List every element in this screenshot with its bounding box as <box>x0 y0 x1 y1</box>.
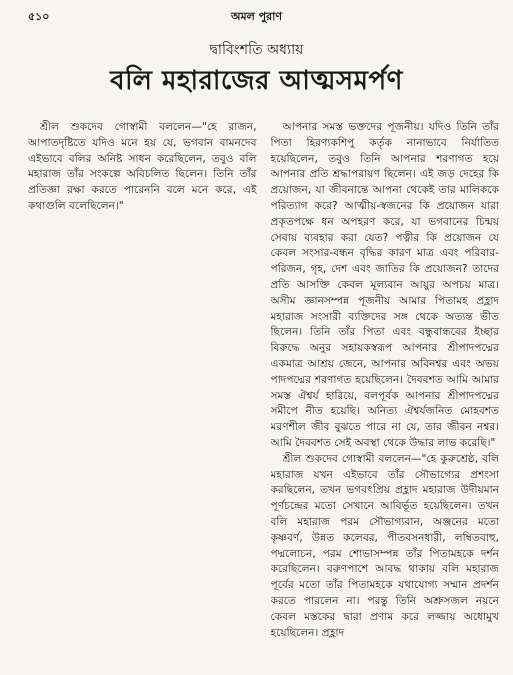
text-columns <box>28 120 499 665</box>
running-head: অমল পুরাণ <box>230 10 283 23</box>
page-header <box>0 8 513 26</box>
paragraph: আপনার সমস্ত ভক্তদের পূজনীয়। যদিও তিনি তাঁর পিতা হিরণ্যকশিপু কর্তৃক নানাভাবে নির্যাতিত হয়েছিলেন, তবুও তিনি আপনার শরণাগত হয়ে আপনার প্রতি শ্রদ্ধাপরায়ণ ছিলেন। এই জড় দেহের কি প্রয়োজন, যা জীবনান্তে আপনা থেকেই তার মালিককে পরিত্যাগ করে? আত্মীয়-স্বজনের কি প্রয়োজন যারা প্রকৃতপক্ষে ধন অপহরণ করে, যা ভগবানের চিন্ময় সেবায় ব্যবহার করা যেত? পত্নীর কি প্রয়োজন যে কেবল সংসার-বন্ধন বৃদ্ধির কারণ মাত্র এবং পরিবার-পরিজন, গৃহ, দেশ এবং জাতির কি প্রয়োজন? তাদের প্রতি আসক্তি কেবল মূল্যবান আয়ুর অপচয় মাত্র। অসীম জ্ঞানসম্পন্ন পূজনীয় আমার পিতামহ প্রহ্লাদ মহারাজ সংসারী ব্যক্তিদের সঙ্গ থেকে অত্যন্ত ভীত ছিলেন। তিনি তাঁর পিতা এবং বন্ধুবান্ধবের ইচ্ছার বিরুদ্ধে অনুর সহায়কস্বরূপ আপনার শ্রীপাদপদ্মের একমাত্র আশ্রয় জেনে, আপনার অবিনশ্বর এবং অভয় পাদপদ্মের শরণাগত হয়েছিলেন। দৈববশত আমি আমার সমস্ত ঐশ্বর্য হারিয়ে, বলপূর্বক আপনার শ্রীপাদপদ্মের সমীপে নীত হয়েছি। অনিত্য ঐশ্বর্যজনিত মোহবশত মরণশীল জীব বুঝতে পারে না যে, তার জীবন নশ্বর। আমি দৈববশত সেই অবস্থা থেকে উদ্ধার লাভ করেছি।" <box>270 121 499 449</box>
left-column <box>28 120 257 665</box>
chapter-heading: দ্বাবিংশতি অধ্যায় <box>209 42 304 58</box>
chapter-title: বলি মহারাজের আত্মসমর্পণ <box>110 66 403 96</box>
page-number: ৫১০ <box>28 10 50 23</box>
paragraph: শ্রীল শুকদেব গোস্বামী বললেন—"হে রাজন, আপাতদৃষ্টিতে যদিও মনে হয় যে, ভগবান বামনদেব এইভাবে বলির অনিষ্ট সাধন করেছিলেন, তবুও বলি মহারাজ তাঁর সংকল্পে অবিচলিত ছিলেন। তিনি তাঁর প্রতিজ্ঞা রক্ষা করতে পারেননি বলে মনে করে, এই কথাগুলি বলেছিলেন।" <box>28 121 257 212</box>
right-column <box>271 120 500 665</box>
paragraph: শ্রীল শুকদেব গোস্বামী বললেন—"হে কুরুশ্রেষ্ঠ, বলি মহারাজ যখন এইভাবে তাঁর সৌভাগ্যের প্রশংসা করছিলেন, তখন ভগবৎপ্রিয় প্রহ্লাদ মহারাজ উদীয়মান পূর্ণচন্দ্রের মতো সেখানে আবির্ভূত হয়েছিলেন। তখন বলি মহারাজ পরম সৌভাগ্যবান, অঞ্জনের মতো কৃষ্ণবর্ণ, উন্নত কলেবর, পীতবসনধারী, লম্বিতবাহু, পদ্মলোচন, পরম শোভাসম্পন্ন তাঁর পিতামহকে দর্শন করেছিলেন। বরুণপাশে আবদ্ধ থাকায় বলি মহারাজ পূর্বের মতো তাঁর পিতামহকে যথাযোগ্য সম্মান প্রদর্শন করতে পারলেন না। পরন্তু তিনি অশ্রুসজল নয়নে কেবল মস্তকের দ্বারা প্রণাম করে লজ্জায় অধোমুখ হয়েছিলেন। প্রহ্লাদ <box>270 452 499 639</box>
